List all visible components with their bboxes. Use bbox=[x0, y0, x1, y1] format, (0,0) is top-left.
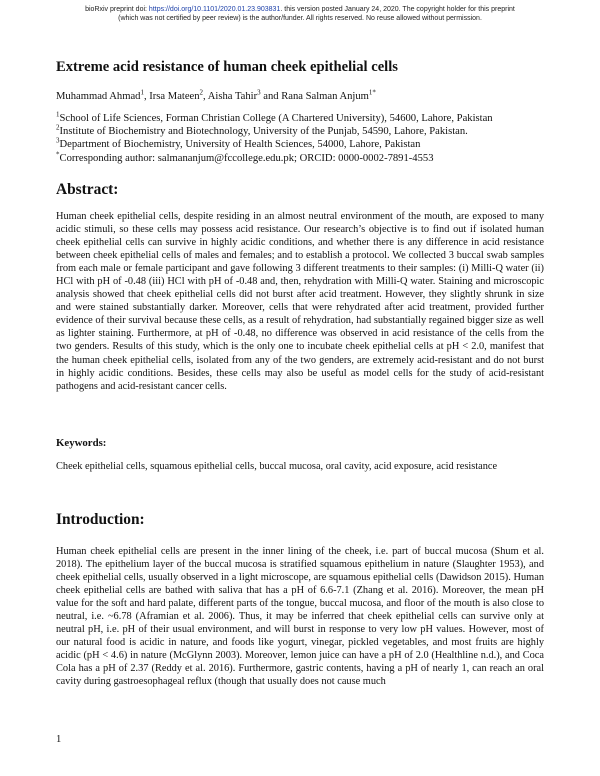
keywords-heading: Keywords: bbox=[56, 437, 107, 449]
author: Rana Salman Anjum$^{1*}$ bbox=[281, 88, 376, 102]
author: Irsa Mateen$^2$, bbox=[149, 88, 208, 102]
corresponding-author: *Corresponding author: salmananjum@fccollege.edu.pk; ORCID: 0000-0002-7891-4553 bbox=[56, 150, 434, 164]
affiliation: $^3$Department of Biochemistry, University of Health Sciences, 54000, Lahore, Pakistan bbox=[56, 136, 421, 151]
abstract-text: Human cheek epithelial cells, despite residing in an almost neutral environment of the mouth, are exposed to many acidic stimuli, so these cells may possess acid resistance. Our research’s objective is to find out if isolated human cheek epithelial cells can survive in highly acidic conditions, and whether there is any difference in acid resistance between cheek epithelial cells of males and females; and to establish a protocol. We collected 3 buccal swab samples from each male or female participant and gave following 3 different treatments to their samples: (i) Milli-Q water (ii) HCl with pH of -0.48 (iii) HCl with pH of -0.48 and, then, rehydration with Milli-Q water. Staining and microscopic analysis showed that cheek epithelial cells did not burst after acid treatment. However, they slightly shrunk in size and were stained substantially darker. Moreover, cells that were rehydrated after acid treatment, provided further evidence of their survival because these cells, as a result of rehydration, had substantially regained bigger size as well as lighter staining. Furthermore, at pH of -0.48, no difference was observed in acid resistance of the cells from the two genders. Results of this study, which is the only one to incubate cheek epithelial cells at pH < 2.0, manifest that the human cheek epithelial cells, isolated from any of the two genders, are extremely acid-resistant and do not burst in highly acidic conditions. Besides, these cells may also be useful as model cells for the study of acid-resistant pathogens and acid-resistant cancer cells. bbox=[56, 211, 544, 392]
affiliation-list bbox=[56, 112, 493, 165]
affiliation: $^1$School of Life Sciences, Forman Christian College (A Chartered University), 54600, Lahore, Pakistan bbox=[56, 110, 493, 124]
preprint-line-2: (which was not certified by peer review) is the author/funder. All rights reserved. No reuse allowed without permission. bbox=[118, 14, 482, 22]
introduction-heading: Introduction: bbox=[56, 511, 145, 528]
introduction-text: Human cheek epithelial cells are present in the inner lining of the cheek, i.e. part of buccal mucosa (Shum et al. 2018). The epithelium layer of the buccal mucosa is stratified squamous epithelium in nature (Slaughter 1953), and cheek epithelial cells, usually observed in a light microscope, are squamous epithelial cells (Dawidson 2015). Human cheek epithelial cells are bathed with saliva that has a pH of 6.6-7.1 (Zhang et al. 2016). Moreover, the mean pH value for the soft and hard palate, different parts of the tongue, buccal mucosa, and floor of the mouth is also close to neutral, i.e. ~6.78 (Aframian et al. 2006). Thus, it may be inferred that cheek epithelial cells can survive only at neutral pH, i.e. pH of their usual environment, and will burst in response to very low pH values. However, most of our natural food is acidic in nature, and foods like yogurt, vinegar, pickled vegetables, and most fruits are highly acidic (pH < 4.6) in nature (McGlynn 2003). Moreover, lemon juice can have a pH of 2.0 (Healthline n.d.), and Coca Cola has a pH of 2.37 (Reddy et al. 2016). Furthermore, gastric contents, having a pH of nearly 1, can reach an oral cavity during gastroesophageal reflux (though that usually does not cause much bbox=[56, 546, 544, 688]
abstract-heading: Abstract: bbox=[56, 181, 119, 198]
keywords-text: Cheek epithelial cells, squamous epithelial cells, buccal mucosa, oral cavity, acid exposure, acid resistance bbox=[56, 461, 498, 472]
preprint-notice bbox=[0, 6, 600, 23]
page-number: 1 bbox=[56, 734, 62, 745]
author-list bbox=[56, 90, 376, 103]
doi-link[interactable]: https://doi.org/10.1101/2020.01.23.903831 bbox=[148, 6, 281, 13]
preprint-line-1: bioRxiv preprint doi: https://doi.org/10.1101/2020.01.23.903831. this version posted January 24, 2020. The copyright holder for this preprint bbox=[85, 6, 515, 13]
author: Aisha Tahir$^3$ and bbox=[207, 88, 282, 102]
paper-title: Extreme acid resistance of human cheek epithelial cells bbox=[56, 59, 398, 75]
affiliation: $^2$Institute of Biochemistry and Biotechnology, University of the Punjab, 54590, Lahore, Pakistan. bbox=[56, 123, 468, 138]
author: Muhammad Ahmad$^1$, bbox=[56, 88, 150, 102]
